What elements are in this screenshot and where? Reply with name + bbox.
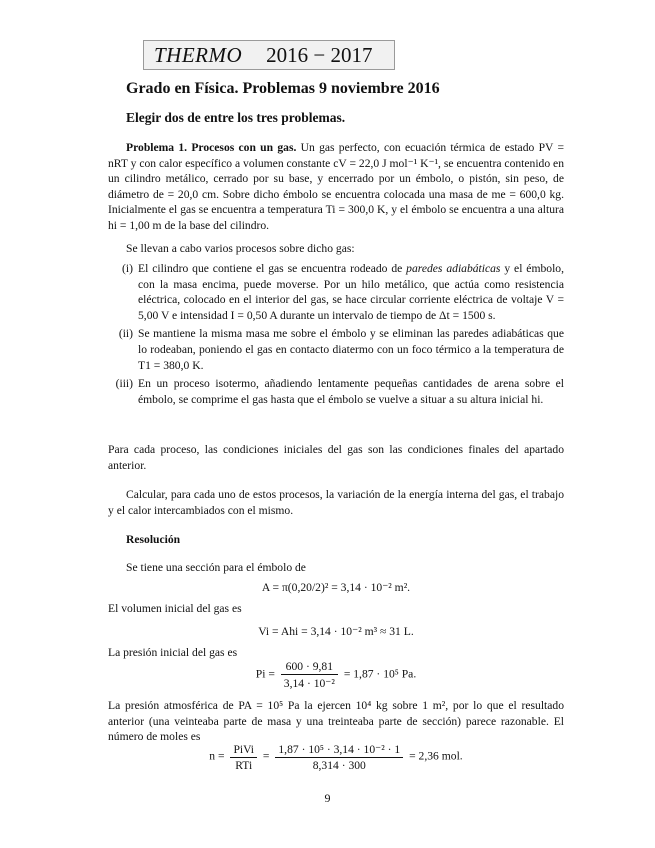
conditions-note: Para cada proceso, las condiciones iniciales del gas son las condiciones finales del apartado anterior. [108,443,564,472]
process-text: El cilindro que contiene el gas se encuentra rodeado de paredes adiabáticas y el émbolo, con la masa encima, puede moverse. Por un hilo metálico, que actúa como resistencia eléctrica, colocado en el interior del gas, se hace circular corriente eléctrica de voltaje V = 5,00 V e intensidad I = 0,50 A durante un intervalo de tiempo de Δt = 1500 s. [138,262,564,322]
pressure-equation: Pi = $\frac{600 \cdot 9,81}{\text{3,14 · 10⁻²}}$ = 1,87 · 10⁵ Pa. [255,660,417,690]
course-years: 2016 − 2017 [266,42,373,67]
process-number: (iii) [115,377,133,391]
page-number: 9 [324,791,331,805]
area-equation: A = π(0,20/2)² = 3,14 · 10⁻² m². [261,581,411,594]
process-number: (ii) [118,327,133,341]
process-number: (i) [122,262,133,275]
problem-heading: Problema 1. Procesos con un gas. [126,141,297,154]
atmospheric-text: La presión atmosférica de PA = 10⁵ Pa la ejercen 10⁴ kg sobre 1 m², por lo que el resultado anterior (una veinteaba parte de masa y una treinteaba parte de sección) parece razonable. El número de moles es [108,699,564,744]
process-item [108,376,564,407]
instructions-subtitle: Elegir dos de entre los tres problemas. [126,110,346,125]
process-text: Se mantiene la misma masa me sobre el émbolo y se eliminan las paredes adiabáticas que lo rodeaban, poniendo el gas en contacto diatermo con un foco térmico a la temperatura de T1 = 380,0 K. [138,327,564,372]
task-statement: Calcular, para cada uno de estos procesos, la variación de la energía interna del gas, el trabajo y el calor intercambiados con el mismo. [108,488,564,517]
volume-text: El volumen inicial del gas es [108,602,242,615]
course-header-box [143,40,395,70]
process-text: En un proceso isotermo, añadiendo lentamente pequeñas cantidades de arena sobre el émbolo, se comprime el gas hasta que el émbolo se vuelve a situar a su altura inicial hi. [138,377,564,406]
processes-intro: Se llevan a cabo varios procesos sobre dicho gas: [126,242,355,255]
pressure-text: La presión inicial del gas es [108,646,238,659]
course-brand: THERMO [154,42,243,67]
solution-heading: Resolución [126,533,181,546]
page-title: Grado en Física. Problemas 9 noviembre 2016 [126,80,440,97]
process-list [108,261,564,410]
volume-equation: Vi = Ahi = 3,14 · 10⁻² m³ ≈ 31 L. [258,625,414,638]
problem-intro: Un gas perfecto, con ecuación térmica de estado PV = nRT y con calor específico a volumen constante cV = 22,0 J mol⁻¹ K⁻¹, se encuentra contenido en un cilindro metálico, cerrado por su base, y encerrado por un émbolo, o pistón, sin peso, de diámetro de = 20,0 cm. Sobre dicho émbolo se encuentra colocada una masa de me = 600,0 kg. Inicialmente el gas se encuentra a temperatura Ti = 300,0 K, y el émbolo se encuentra a una altura hi = 1,00 m de la base del cilindro. [108,141,564,232]
section-text: Se tiene una sección para el émbolo de [126,561,306,574]
moles-equation: n = $\frac{\text{PiVi}}{\text{RTi}}$ = $\frac{\text{1,87 · 10⁵ · 3,14 · 10⁻² · 1}}{8,314 \cdot 300}$ = 2,36 mol. [209,742,463,772]
problem-statement [108,140,564,234]
process-item [108,261,564,323]
process-item [108,326,564,373]
